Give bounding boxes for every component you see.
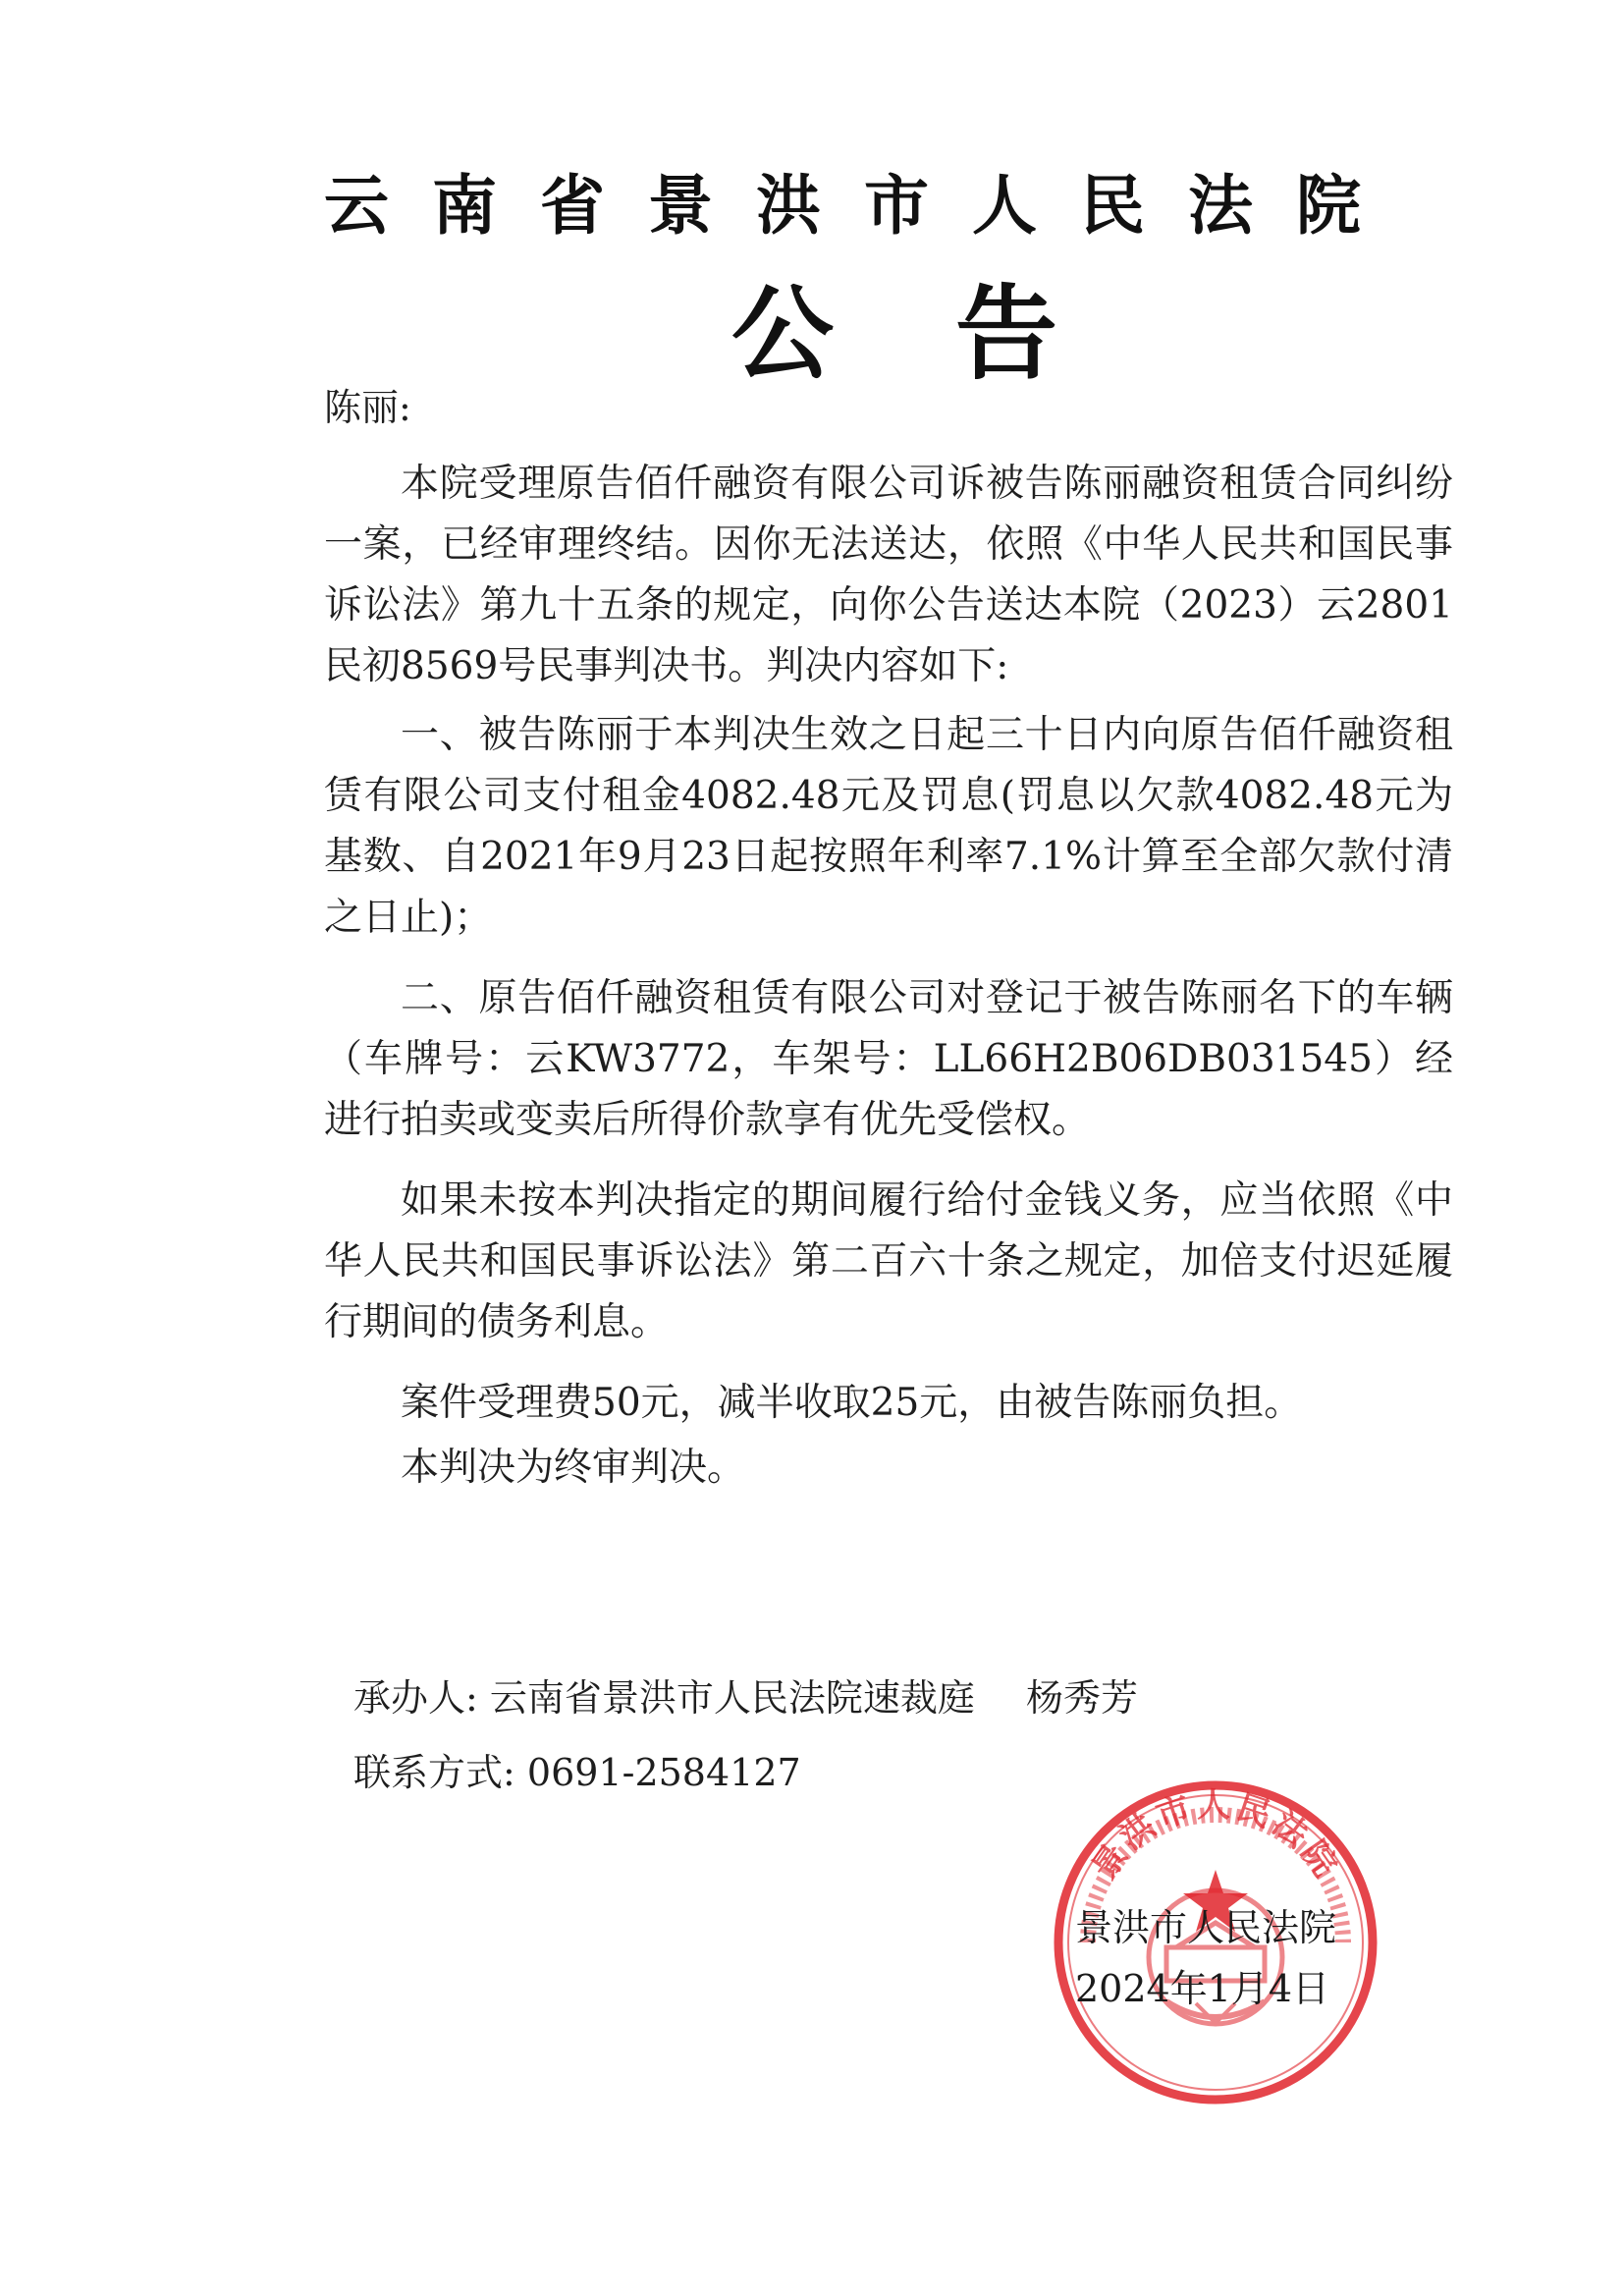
paragraph-enforcement: 如果未按本判决指定的期间履行给付金钱义务，应当依照《中华人民共和国民事诉讼法》第二百六十条之规定，加倍支付迟延履行期间的债务利息。 xyxy=(324,1178,1453,1344)
paragraph-item-1: 一、被告陈丽于本判决生效之日起三十日内向原告佰仟融资租赁有限公司支付租金4082.48元及罚息(罚息以欠款4082.48元为基数、自2021年9月23日起按照年利率7.1%计算至全部欠款付清之日止)； xyxy=(324,713,1454,940)
handler-dept: 云南省景洪市人民法院速裁庭 xyxy=(489,1676,975,1720)
paragraph-fees: 案件受理费50元，减半收取25元，由被告陈丽负担。 xyxy=(401,1381,1303,1425)
contact-phone: 0691-2584127 xyxy=(526,1751,801,1794)
signature-date: 2024年1月4日 xyxy=(1075,1967,1330,2010)
signature-court-name: 景洪市人民法院 xyxy=(1075,1906,1337,1949)
handler-name: 杨秀芳 xyxy=(1026,1676,1139,1720)
paragraph-item-2: 二、原告佰仟融资租赁有限公司对登记于被告陈丽名下的车辆（车牌号：云KW3772，车架号：LL66H2B06DB031545）经进行拍卖或变卖后所得价款享有优先受偿权。 xyxy=(324,976,1453,1142)
handler-row xyxy=(353,1669,1138,1726)
notice-body xyxy=(324,454,1453,1518)
court-signature xyxy=(1075,1897,1336,2019)
paragraph-intro: 本院受理原告佰仟融资有限公司诉被告陈丽融资租赁合同纠纷一案，已经审理终结。因你无法送达，依照《中华人民共和国民事诉讼法》第九十五条的规定，向你公告送达本院（2023）云2801民初8569号民事判决书。判决内容如下: xyxy=(324,462,1453,688)
court-name-heading: 云南省景洪市人民法院 xyxy=(324,168,1404,244)
salutation: 陈丽: xyxy=(324,386,411,429)
contact-row xyxy=(353,1744,1138,1801)
handler-label: 承办人: xyxy=(353,1676,478,1720)
contact-block xyxy=(353,1669,1138,1819)
contact-label: 联系方式: xyxy=(353,1751,515,1794)
seal-text: 景洪市人民法院 xyxy=(1084,1785,1347,1887)
document-type-heading: 公告 xyxy=(731,274,1180,394)
paragraph-final: 本判决为终审判决。 xyxy=(401,1446,746,1490)
